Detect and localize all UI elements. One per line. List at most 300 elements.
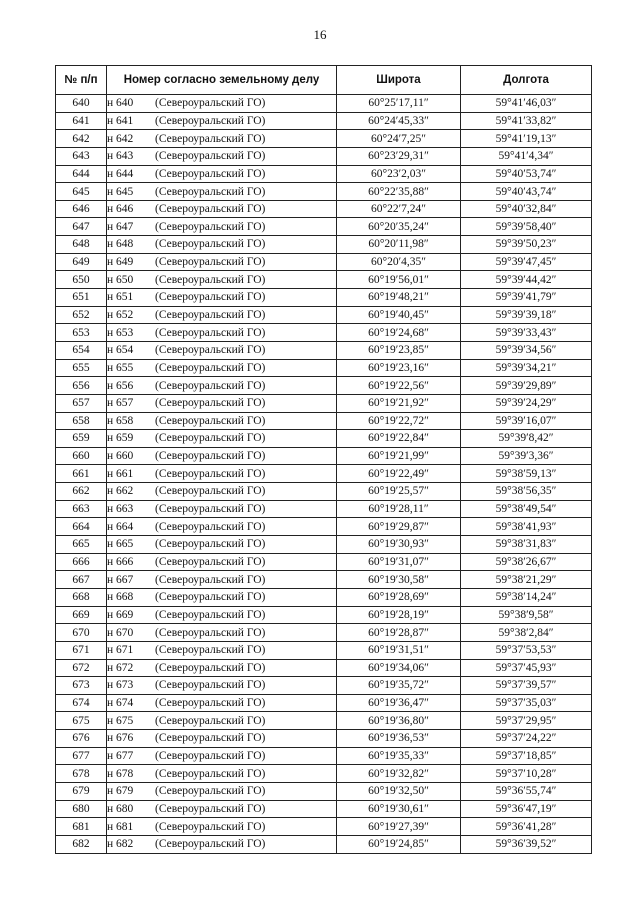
latitude-cell: 60°19′35,33″ [337,747,461,765]
point-id: н 678 [107,767,134,780]
longitude-cell: 59°38′31,83″ [461,536,592,554]
point-name [107,800,337,818]
longitude-cell: 59°39′58,40″ [461,218,592,236]
latitude-cell: 60°19′24,85″ [337,835,461,853]
latitude-cell: 60°19′56,01″ [337,271,461,289]
latitude-cell: 60°19′48,21″ [337,289,461,307]
table-row [56,571,592,589]
row-number: 644 [56,165,107,183]
point-area: (Североуральский ГО) [155,432,266,445]
row-number: 676 [56,730,107,748]
latitude-cell: 60°19′24,68″ [337,324,461,342]
point-name [107,500,337,518]
point-area: (Североуральский ГО) [155,538,266,551]
point-area: (Североуральский ГО) [155,379,266,392]
latitude-cell: 60°19′30,93″ [337,536,461,554]
longitude-cell: 59°40′43,74″ [461,183,592,201]
table-row [56,394,592,412]
table-row [56,694,592,712]
point-area: (Североуральский ГО) [155,238,266,251]
latitude-cell: 60°19′22,56″ [337,377,461,395]
table-row [56,236,592,254]
longitude-cell: 59°37′18,85″ [461,747,592,765]
longitude-cell: 59°36′39,52″ [461,835,592,853]
table-row [56,183,592,201]
longitude-cell: 59°37′53,53″ [461,641,592,659]
row-number: 678 [56,765,107,783]
point-id: н 652 [107,309,134,321]
point-area: (Североуральский ГО) [155,361,266,374]
table-row [56,518,592,536]
latitude-cell: 60°19′21,99″ [337,447,461,465]
point-name [107,412,337,430]
point-name [107,747,337,765]
latitude-cell: 60°19′28,87″ [337,624,461,642]
point-name [107,694,337,712]
latitude-cell: 60°19′23,16″ [337,359,461,377]
point-id: н 681 [107,820,134,833]
point-area: (Североуральский ГО) [155,802,266,815]
point-area: (Североуральский ГО) [155,520,266,533]
row-number: 642 [56,130,107,148]
longitude-cell: 59°39′3,36″ [461,447,592,465]
row-number: 664 [56,518,107,536]
row-number: 669 [56,606,107,624]
longitude-cell: 59°39′33,43″ [461,324,592,342]
table-row [56,359,592,377]
longitude-cell: 59°37′39,57″ [461,677,592,695]
row-number: 675 [56,712,107,730]
latitude-cell: 60°20′4,35″ [337,253,461,271]
latitude-cell: 60°19′22,84″ [337,430,461,448]
latitude-cell: 60°19′31,07″ [337,553,461,571]
point-name [107,324,337,342]
table-row [56,465,592,483]
longitude-cell: 59°38′14,24″ [461,588,592,606]
row-number: 649 [56,253,107,271]
latitude-cell: 60°19′31,51″ [337,641,461,659]
point-name [107,571,337,589]
longitude-cell: 59°38′9,58″ [461,606,592,624]
latitude-cell: 60°20′35,24″ [337,218,461,236]
point-name [107,765,337,783]
point-area: (Североуральский ГО) [155,732,266,745]
point-name [107,95,337,113]
latitude-cell: 60°19′30,58″ [337,571,461,589]
row-number: 660 [56,447,107,465]
row-number: 656 [56,377,107,395]
point-name [107,130,337,148]
latitude-cell: 60°19′22,49″ [337,465,461,483]
row-number: 665 [56,536,107,554]
longitude-cell: 59°39′34,21″ [461,359,592,377]
table-row [56,659,592,677]
point-area: (Североуральский ГО) [155,573,266,586]
point-area: (Североуральский ГО) [155,132,266,145]
point-name [107,447,337,465]
row-number: 640 [56,95,107,113]
longitude-cell: 59°39′29,89″ [461,377,592,395]
point-area: (Североуральский ГО) [155,608,266,621]
table-row [56,271,592,289]
table-row [56,218,592,236]
longitude-cell: 59°36′47,19″ [461,800,592,818]
point-area: (Североуральский ГО) [155,697,266,710]
point-area: (Североуральский ГО) [155,256,266,269]
point-area: (Североуральский ГО) [155,291,266,304]
table-row [56,800,592,818]
point-name [107,236,337,254]
header-name: Номер согласно земельному делу [107,66,337,95]
coordinates-table [55,65,592,854]
latitude-cell: 60°19′34,06″ [337,659,461,677]
table-row [56,165,592,183]
table-row [56,712,592,730]
point-area: (Североуральский ГО) [155,467,266,480]
point-id: н 655 [107,361,134,374]
point-id: н 662 [107,485,134,498]
row-number: 668 [56,588,107,606]
row-number: 653 [56,324,107,342]
latitude-cell: 60°19′28,69″ [337,588,461,606]
point-area: (Североуральский ГО) [155,838,266,851]
longitude-cell: 59°38′49,54″ [461,500,592,518]
point-area: (Североуральский ГО) [155,150,266,163]
point-id: н 640 [107,97,134,110]
latitude-cell: 60°19′36,80″ [337,712,461,730]
latitude-cell: 60°19′22,72″ [337,412,461,430]
latitude-cell: 60°19′32,50″ [337,782,461,800]
point-name [107,306,337,324]
longitude-cell: 59°38′41,93″ [461,518,592,536]
latitude-cell: 60°19′29,87″ [337,518,461,536]
row-number: 677 [56,747,107,765]
row-number: 670 [56,624,107,642]
point-id: н 648 [107,238,134,251]
table-row [56,341,592,359]
table-row [56,200,592,218]
table-row [56,588,592,606]
row-number: 651 [56,289,107,307]
longitude-cell: 59°39′34,56″ [461,341,592,359]
point-id: н 676 [107,732,134,745]
longitude-cell: 59°38′21,29″ [461,571,592,589]
longitude-cell: 59°39′44,42″ [461,271,592,289]
point-area: (Североуральский ГО) [155,820,266,833]
table-row [56,324,592,342]
latitude-cell: 60°19′36,47″ [337,694,461,712]
point-name [107,588,337,606]
row-number: 643 [56,147,107,165]
row-number: 654 [56,341,107,359]
point-id: н 671 [107,644,134,657]
longitude-cell: 59°39′24,29″ [461,394,592,412]
point-area: (Североуральский ГО) [155,326,266,339]
row-number: 645 [56,183,107,201]
row-number: 657 [56,394,107,412]
point-area: (Североуральский ГО) [155,414,266,427]
point-name [107,553,337,571]
point-id: н 645 [107,185,134,198]
table-row [56,730,592,748]
point-area: (Североуральский ГО) [155,750,266,763]
point-name [107,712,337,730]
point-id: н 649 [107,256,134,269]
longitude-cell: 59°41′4,34″ [461,147,592,165]
row-number: 659 [56,430,107,448]
longitude-cell: 59°39′39,18″ [461,306,592,324]
point-id: н 644 [107,167,134,180]
table-row [56,747,592,765]
table-row [56,447,592,465]
row-number: 672 [56,659,107,677]
table-row [56,112,592,130]
point-id: н 665 [107,538,134,551]
point-name [107,536,337,554]
row-number: 641 [56,112,107,130]
table-row [56,289,592,307]
latitude-cell: 60°24′45,33″ [337,112,461,130]
point-id: н 667 [107,573,134,586]
row-number: 682 [56,835,107,853]
point-area: (Североуральский ГО) [155,97,266,110]
longitude-cell: 59°36′41,28″ [461,818,592,836]
row-number: 671 [56,641,107,659]
point-area: (Североуральский ГО) [155,679,266,692]
point-id: н 659 [107,432,134,445]
latitude-cell: 60°19′23,85″ [337,341,461,359]
point-area: (Североуральский ГО) [155,591,266,604]
point-id: н 642 [107,132,134,145]
point-id: н 657 [107,397,134,410]
point-area: (Североуральский ГО) [155,203,266,216]
row-number: 667 [56,571,107,589]
longitude-cell: 59°37′45,93″ [461,659,592,677]
point-id: н 663 [107,503,134,516]
point-name [107,818,337,836]
point-area: (Североуральский ГО) [155,485,266,498]
point-name [107,377,337,395]
row-number: 648 [56,236,107,254]
table-row [56,500,592,518]
latitude-cell: 60°22′35,88″ [337,183,461,201]
point-area: (Североуральский ГО) [155,185,266,198]
row-number: 652 [56,306,107,324]
latitude-cell: 60°19′35,72″ [337,677,461,695]
longitude-cell: 59°37′35,03″ [461,694,592,712]
longitude-cell: 59°39′47,45″ [461,253,592,271]
point-id: н 673 [107,679,134,692]
longitude-cell: 59°41′19,13″ [461,130,592,148]
point-id: н 660 [107,450,134,463]
table-row [56,553,592,571]
point-name [107,271,337,289]
longitude-cell: 59°38′59,13″ [461,465,592,483]
longitude-cell: 59°37′10,28″ [461,765,592,783]
point-id: н 677 [107,750,134,763]
latitude-cell: 60°19′32,82″ [337,765,461,783]
latitude-cell: 60°22′7,24″ [337,200,461,218]
point-name [107,183,337,201]
point-name [107,253,337,271]
table-row [56,835,592,853]
point-id: н 646 [107,203,134,216]
latitude-cell: 60°19′21,92″ [337,394,461,412]
latitude-cell: 60°25′17,11″ [337,95,461,113]
longitude-cell: 59°39′8,42″ [461,430,592,448]
point-id: н 680 [107,802,134,815]
point-name [107,289,337,307]
point-area: (Североуральский ГО) [155,114,266,127]
point-area: (Североуральский ГО) [155,344,266,357]
row-number: 646 [56,200,107,218]
table-row [56,377,592,395]
row-number: 663 [56,500,107,518]
page-number: 16 [313,27,327,42]
table-row [56,253,592,271]
longitude-cell: 59°39′41,79″ [461,289,592,307]
point-name [107,835,337,853]
longitude-cell: 59°39′16,07″ [461,412,592,430]
longitude-cell: 59°37′29,95″ [461,712,592,730]
table-row [56,147,592,165]
point-area: (Североуральский ГО) [155,626,266,639]
point-id: н 674 [107,697,134,710]
table-row [56,412,592,430]
point-name [107,606,337,624]
longitude-cell: 59°41′46,03″ [461,95,592,113]
latitude-cell: 60°19′30,61″ [337,800,461,818]
header-longitude: Долгота [461,66,592,95]
latitude-cell: 60°24′7,25″ [337,130,461,148]
point-id: н 675 [107,714,134,727]
table-row [56,782,592,800]
point-name [107,730,337,748]
table-row [56,95,592,113]
row-number: 680 [56,800,107,818]
point-id: н 658 [107,414,134,427]
table-header-row [56,66,592,95]
point-name [107,430,337,448]
point-id: н 682 [107,838,134,851]
point-area: (Североуральский ГО) [155,167,266,180]
point-id: н 679 [107,785,134,798]
latitude-cell: 60°19′27,39″ [337,818,461,836]
point-id: н 650 [107,273,134,286]
table-body [56,95,592,854]
row-number: 661 [56,465,107,483]
point-area: (Североуральский ГО) [155,220,266,233]
point-area: (Североуральский ГО) [155,397,266,410]
row-number: 655 [56,359,107,377]
table-row [56,641,592,659]
row-number: 658 [56,412,107,430]
table-row [56,606,592,624]
header-number: № п/п [56,66,107,95]
point-name [107,465,337,483]
point-id: н 670 [107,626,134,639]
row-number: 674 [56,694,107,712]
point-id: н 661 [107,467,134,480]
point-name [107,782,337,800]
row-number: 666 [56,553,107,571]
point-area: (Североуральский ГО) [155,555,266,568]
latitude-cell: 60°23′29,31″ [337,147,461,165]
point-area: (Североуральский ГО) [155,785,266,798]
latitude-cell: 60°19′40,45″ [337,306,461,324]
longitude-cell: 59°38′26,67″ [461,553,592,571]
longitude-cell: 59°38′56,35″ [461,483,592,501]
point-id: н 641 [107,114,134,127]
point-name [107,112,337,130]
longitude-cell: 59°40′32,84″ [461,200,592,218]
point-id: н 643 [107,150,134,163]
point-area: (Североуральский ГО) [155,273,266,286]
point-id: н 664 [107,520,134,533]
point-area: (Североуральский ГО) [155,714,266,727]
point-id: н 653 [107,326,134,339]
point-name [107,359,337,377]
point-id: н 668 [107,591,134,604]
point-name [107,218,337,236]
row-number: 650 [56,271,107,289]
point-name [107,165,337,183]
point-name [107,394,337,412]
row-number: 679 [56,782,107,800]
point-name [107,659,337,677]
row-number: 673 [56,677,107,695]
table-row [56,130,592,148]
point-area: (Североуральский ГО) [155,767,266,780]
point-id: н 656 [107,379,134,392]
point-id: н 672 [107,661,134,674]
point-area: (Североуральский ГО) [155,644,266,657]
point-name [107,200,337,218]
point-id: н 651 [107,291,134,304]
longitude-cell: 59°40′53,74″ [461,165,592,183]
point-id: н 647 [107,220,134,233]
latitude-cell: 60°20′11,98″ [337,236,461,254]
latitude-cell: 60°19′28,19″ [337,606,461,624]
table-row [56,818,592,836]
table-row [56,430,592,448]
table-row [56,765,592,783]
longitude-cell: 59°36′55,74″ [461,782,592,800]
point-name [107,677,337,695]
point-area: (Североуральский ГО) [155,309,266,321]
longitude-cell: 59°41′33,82″ [461,112,592,130]
point-name [107,483,337,501]
table-row [56,483,592,501]
row-number: 681 [56,818,107,836]
table-row [56,536,592,554]
point-name [107,518,337,536]
header-latitude: Широта [337,66,461,95]
point-name [107,341,337,359]
point-area: (Североуральский ГО) [155,503,266,516]
latitude-cell: 60°19′25,57″ [337,483,461,501]
table-row [56,624,592,642]
point-id: н 654 [107,344,134,357]
point-area: (Североуральский ГО) [155,450,266,463]
longitude-cell: 59°38′2,84″ [461,624,592,642]
point-id: н 666 [107,555,134,568]
latitude-cell: 60°23′2,03″ [337,165,461,183]
table-row [56,306,592,324]
table-row [56,677,592,695]
latitude-cell: 60°19′36,53″ [337,730,461,748]
row-number: 647 [56,218,107,236]
